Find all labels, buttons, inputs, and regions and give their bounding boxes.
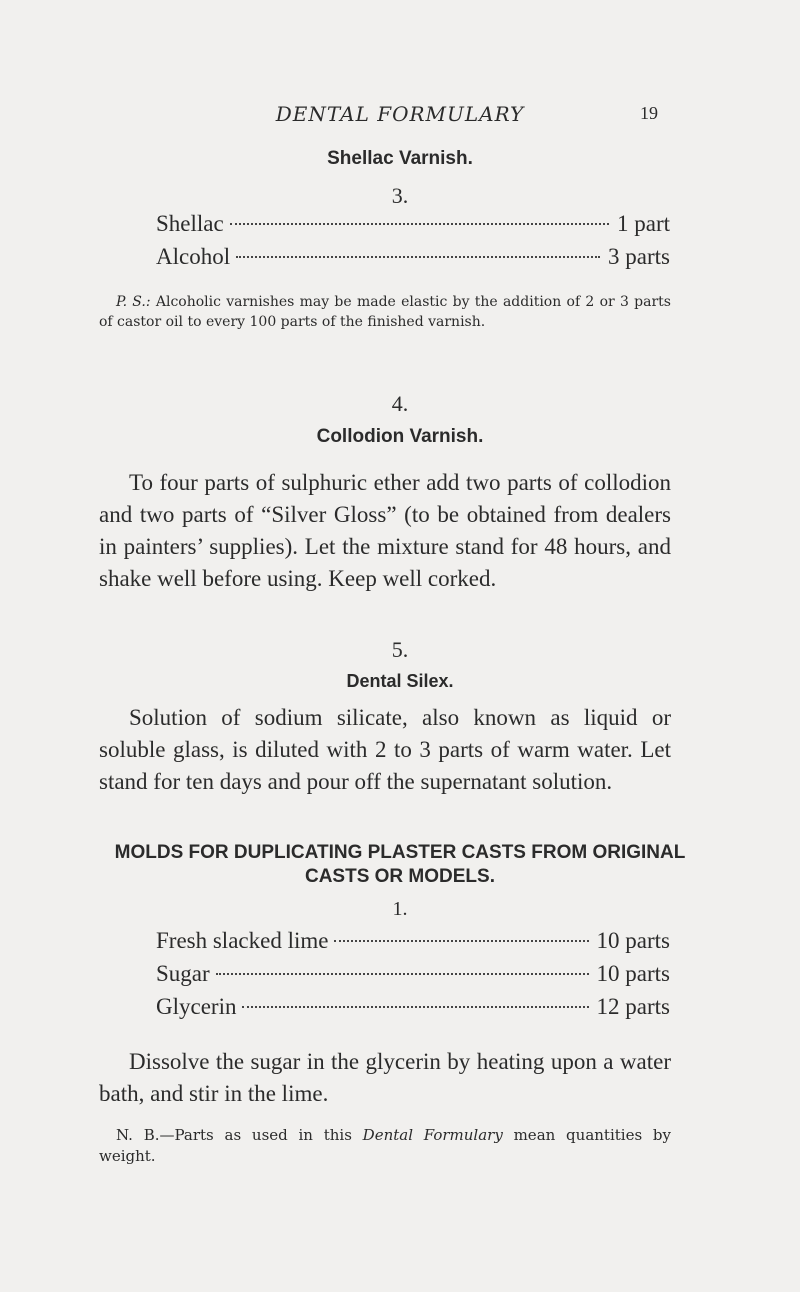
footnote-suffix: mean quantities by weight. xyxy=(99,1126,671,1165)
ps-text: Alcoholic varnishes may be made elastic by the addition of 2 or 3 parts of castor oil to every 100 parts of the finished varnish. xyxy=(99,294,671,330)
ingredient-name: Alcohol xyxy=(156,244,231,269)
recipe-number-3: 3. xyxy=(391,183,409,208)
ps-note xyxy=(99,292,671,332)
footnote-book-title: Dental Formulary xyxy=(362,1126,503,1144)
ingredient-name: Sugar xyxy=(156,961,210,986)
molds-instructions: Dissolve the sugar in the glycerin by heating upon a water bath, and stir in the lime. xyxy=(99,1049,671,1106)
shellac-varnish-heading: Shellac Varnish. xyxy=(327,148,473,169)
collodion-instructions: To four parts of sulphuric ether add two parts of collodion and two parts of “Silver Gloss” (to be obtained from dealers in painters’ supplies). Let the mixture stand for 48 hours, and shake well before using. Keep well corked. xyxy=(99,470,671,591)
ingredient-row xyxy=(156,244,670,274)
ingredient-quantity: 12 parts xyxy=(596,994,670,1019)
collodion-varnish-heading: Collodion Varnish. xyxy=(316,426,484,447)
molds-heading-line-2: CASTS OR MODELS. xyxy=(304,866,495,887)
dot-leader xyxy=(216,973,589,975)
ingredient-row xyxy=(156,928,670,958)
running-head: DENTAL FORMULARY xyxy=(275,102,525,126)
ps-label: P. S.: xyxy=(116,294,151,310)
recipe-number-4: 4. xyxy=(391,391,409,416)
footnote-prefix: N. B.—Parts as used in this xyxy=(116,1126,363,1144)
page-number: 19 xyxy=(640,103,658,123)
dot-leader xyxy=(334,940,588,942)
ingredient-quantity: 3 parts xyxy=(608,244,670,269)
ingredient-row xyxy=(156,211,670,241)
ingredient-quantity: 10 parts xyxy=(596,928,670,953)
footnote xyxy=(99,1125,671,1167)
ingredient-quantity: 10 parts xyxy=(596,961,670,986)
recipe-number-1: 1. xyxy=(392,898,408,920)
dot-leader xyxy=(230,223,609,225)
dot-leader xyxy=(236,256,600,258)
dot-leader xyxy=(242,1006,588,1008)
ingredient-row xyxy=(156,994,670,1024)
dental-silex-instructions: Solution of sodium silicate, also known as liquid or soluble glass, is diluted with 2 to 3 parts of warm water. Let stand for ten days and pour off the supernatant solution. xyxy=(99,705,671,794)
ingredient-row xyxy=(156,961,670,991)
molds-heading-line-1: MOLDS FOR DUPLICATING PLASTER CASTS FROM ORIGINAL xyxy=(114,842,686,863)
dental-silex-heading: Dental Silex. xyxy=(346,671,454,691)
ingredient-quantity: 1 part xyxy=(616,211,670,236)
recipe-number-5: 5. xyxy=(391,637,409,662)
ingredient-name: Shellac xyxy=(156,211,224,236)
ingredient-name: Fresh slacked lime xyxy=(156,928,329,953)
ingredient-name: Glycerin xyxy=(156,994,237,1019)
